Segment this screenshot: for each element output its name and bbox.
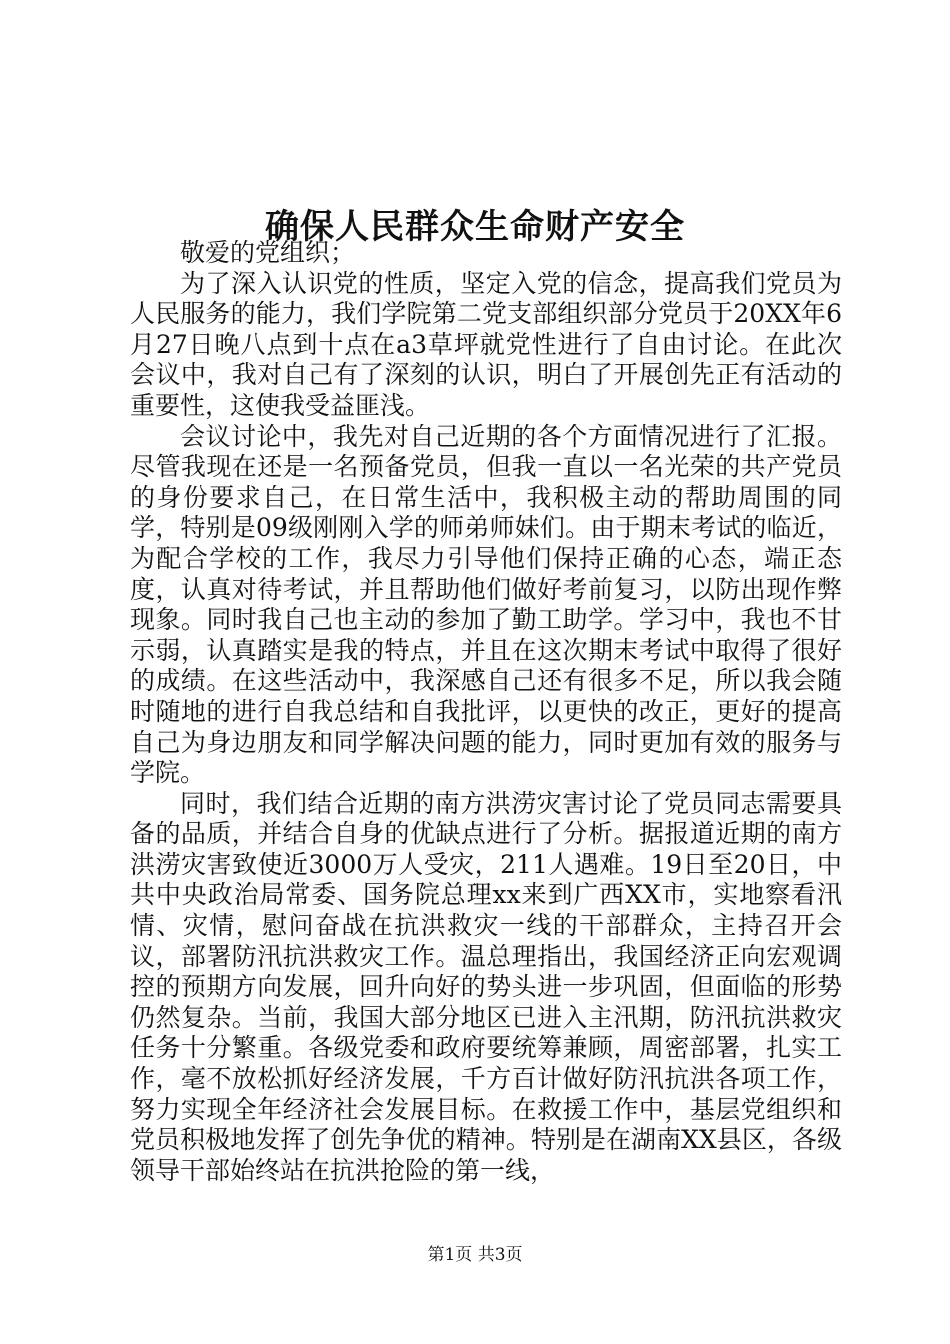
paragraph-1: 为了深入认识党的性质，坚定入党的信念，提高我们党员为人民服务的能力，我们学院第二党支部组织部分党员于20XX年6月27日晚八点到十点在a3草坪就党性进行了自由讨论。在此次会议中，我对自己有了深刻的认识，明白了开展创先正有活动的重要性，这使我受益匪浅。 [130, 268, 842, 420]
document-body [130, 238, 842, 1186]
salutation: 敬爱的党组织； [180, 238, 356, 267]
paragraph-2: 会议讨论中，我先对自己近期的各个方面情况进行了汇报。尽管我现在还是一名预备党员，但我一直以一名光荣的共产党员的身份要求自己，在日常生活中，我积极主动的帮助周围的同学，特别是09级刚刚入学的师弟师妹们。由于期末考试的临近，为配合学校的工作，我尽力引导他们保持正确的心态，端正态度，认真对待考试，并且帮助他们做好考前复习，以防出现作弊现象。同时我自己也主动的参加了勤工助学。学习中，我也不甘示弱，认真踏实是我的特点，并且在这次期末考试中取得了很好的成绩。在这些活动中，我深感自己还有很多不足，所以我会随时随地的进行自我总结和自我批评，以更快的改正，更好的提高自己为身边朋友和同学解决问题的能力，同时更加有效的服务与学院。 [130, 421, 842, 788]
page-footer: 第1页 共3页 [427, 1245, 523, 1265]
paragraph-3: 同时，我们结合近期的南方洪涝灾害讨论了党员同志需要具备的品质，并结合自身的优缺点进行了分析。据报道近期的南方洪涝灾害致使近3000万人受灾，211人遇难。19日至20日，中共中央政治局常委、国务院总理xx来到广西XX市，实地察看汛情、灾情，慰问奋战在抗洪救灾一线的干部群众，主持召开会议，部署防汛抗洪救灾工作。温总理指出，我国经济正向宏观调控的预期方向发展，回升向好的势头进一步巩固，但面临的形势仍然复杂。当前，我国大部分地区已进入主汛期，防汛抗洪救灾任务十分繁重。各级党委和政府要统筹兼顾，周密部署，扎实工作，毫不放松抓好经济发展，千方百计做好防汛抗洪各项工作，努力实现全年经济社会发展目标。在救援工作中，基层党组织和党员积极地发挥了创先争优的精神。特别是在湖南XX县区，各级领导干部始终站在抗洪抢险的第一线， [130, 788, 842, 1185]
page-title: 确保人民群众生命财产安全 [265, 206, 685, 247]
